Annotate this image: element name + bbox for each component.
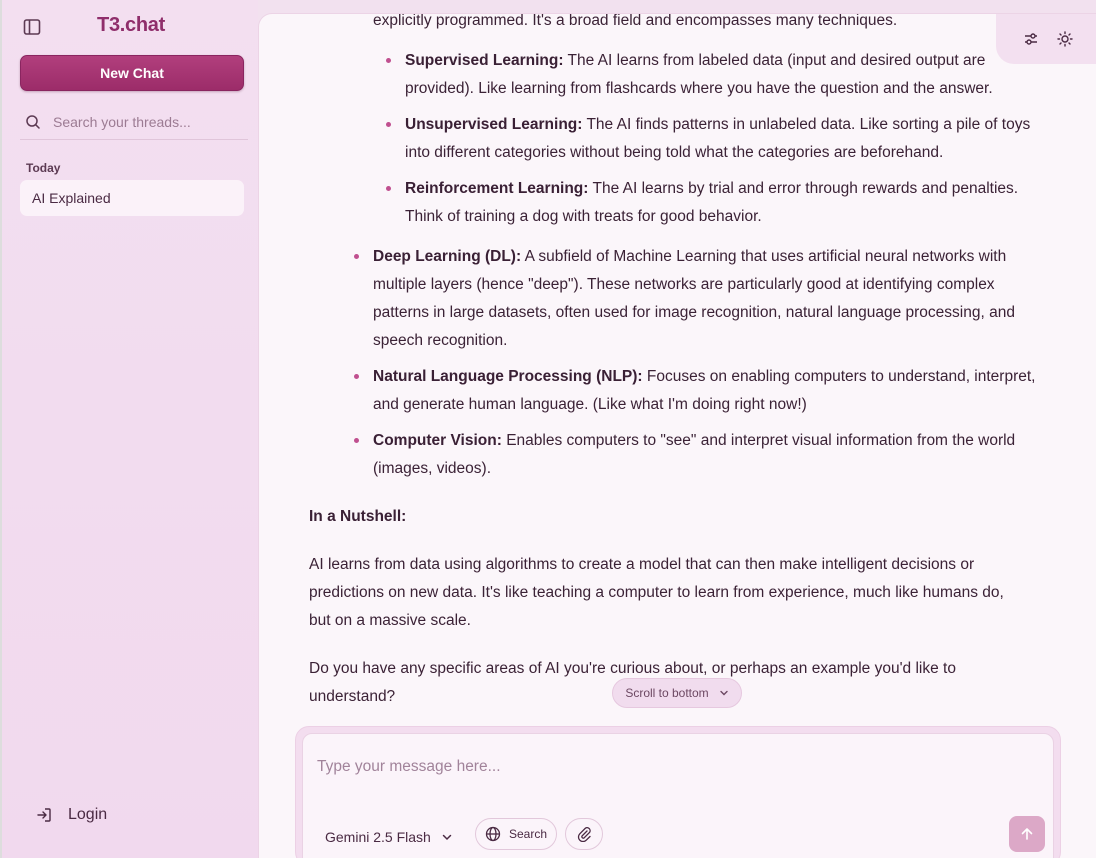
paragraph-line: Do you have any specific areas of AI you're curious about, or perhaps an example you'd like to	[309, 660, 956, 677]
search-input[interactable]	[53, 114, 233, 130]
bullet	[386, 186, 391, 191]
model-selector[interactable]	[325, 829, 453, 845]
send-button[interactable]	[1009, 816, 1045, 852]
term: Supervised Learning:	[405, 52, 564, 69]
attach-button[interactable]	[565, 818, 603, 850]
paragraph-line: understand?	[309, 688, 396, 705]
login-button[interactable]	[36, 806, 107, 824]
login-icon	[36, 807, 52, 823]
thread-item[interactable]: AI Explained	[20, 180, 244, 216]
message-line: explicitly programmed. It's a broad field and encompasses many techniques.	[373, 13, 898, 29]
list-item-cont: speech recognition.	[373, 332, 508, 349]
search-toggle-button[interactable]	[475, 818, 557, 850]
search-label: Search	[508, 827, 548, 841]
list-item-cont: Think of training a dog with treats for good behavior.	[405, 208, 762, 225]
paperclip-icon	[576, 826, 592, 842]
search-icon	[25, 114, 41, 130]
term: Computer Vision:	[373, 432, 502, 449]
term: Natural Language Processing (NLP):	[373, 368, 643, 385]
settings-sliders-icon[interactable]	[1020, 28, 1042, 50]
top-right-toolbar	[996, 14, 1096, 64]
term: Unsupervised Learning:	[405, 116, 583, 133]
text: A subfield of Machine Learning that uses artificial neural networks with	[521, 248, 1007, 265]
globe-icon	[485, 826, 501, 842]
list-item-cont: into different categories without being told what the categories are beforehand.	[405, 144, 944, 161]
brand-logo: T3.chat	[97, 14, 165, 36]
composer	[302, 733, 1054, 858]
text: The AI finds patterns in unlabeled data. Like sorting a pile of toys	[582, 116, 1031, 133]
login-label: Login	[68, 806, 108, 823]
section-label-today: Today	[26, 161, 61, 175]
chevron-down-icon	[441, 831, 453, 843]
list-item-cont: multiple layers (hence "deep"). These networks are particularly good at identifying complex	[373, 276, 995, 293]
sidebar	[0, 0, 258, 858]
list-item	[373, 427, 1015, 455]
list-item	[373, 363, 1035, 391]
list-item-cont: provided). Like learning from flashcards where you have the question and the answer.	[405, 80, 993, 97]
chevron-down-icon	[719, 688, 729, 698]
text: Focuses on enabling computers to understand, interpret,	[642, 368, 1036, 385]
chat-panel	[258, 13, 1096, 858]
paragraph-line: AI learns from data using algorithms to create a model that can then make intelligent decisions or	[309, 556, 975, 573]
paragraph-line: predictions on new data. It's like teaching a computer to learn from experience, much like humans do,	[309, 584, 1004, 601]
arrow-up-icon	[1019, 826, 1035, 842]
term: Deep Learning (DL):	[373, 248, 522, 265]
bullet	[386, 58, 391, 63]
list-item-cont: patterns in large datasets, often used for image recognition, natural language processing, and	[373, 304, 1015, 321]
model-label: Gemini 2.5 Flash	[325, 829, 431, 845]
paragraph-line: but on a massive scale.	[309, 612, 471, 629]
thread-search	[20, 104, 248, 140]
text: Enables computers to "see" and interpret visual information from the world	[501, 432, 1016, 449]
heading-text: In a Nutshell:	[309, 508, 407, 525]
section-heading	[309, 503, 406, 531]
list-item	[405, 175, 1018, 203]
bullet	[354, 254, 359, 259]
bullet	[354, 374, 359, 379]
bullet	[386, 122, 391, 127]
list-item-cont: (images, videos).	[373, 460, 492, 477]
composer-frame	[295, 726, 1061, 858]
text: The AI learns from labeled data (input and desired output are	[563, 52, 986, 69]
list-item	[405, 47, 985, 75]
scroll-to-bottom-label: Scroll to bottom	[625, 686, 709, 700]
list-item	[405, 111, 1030, 139]
scroll-to-bottom-button[interactable]	[612, 678, 742, 708]
text: The AI learns by trial and error through rewards and penalties.	[588, 180, 1019, 197]
new-chat-button[interactable]: New Chat	[20, 55, 244, 91]
sun-theme-icon[interactable]	[1054, 28, 1076, 50]
list-item	[373, 243, 1006, 271]
bullet	[354, 438, 359, 443]
term: Reinforcement Learning:	[405, 180, 589, 197]
list-item-cont: and generate human language. (Like what I'm doing right now!)	[373, 396, 807, 413]
message-input[interactable]	[317, 754, 1017, 780]
